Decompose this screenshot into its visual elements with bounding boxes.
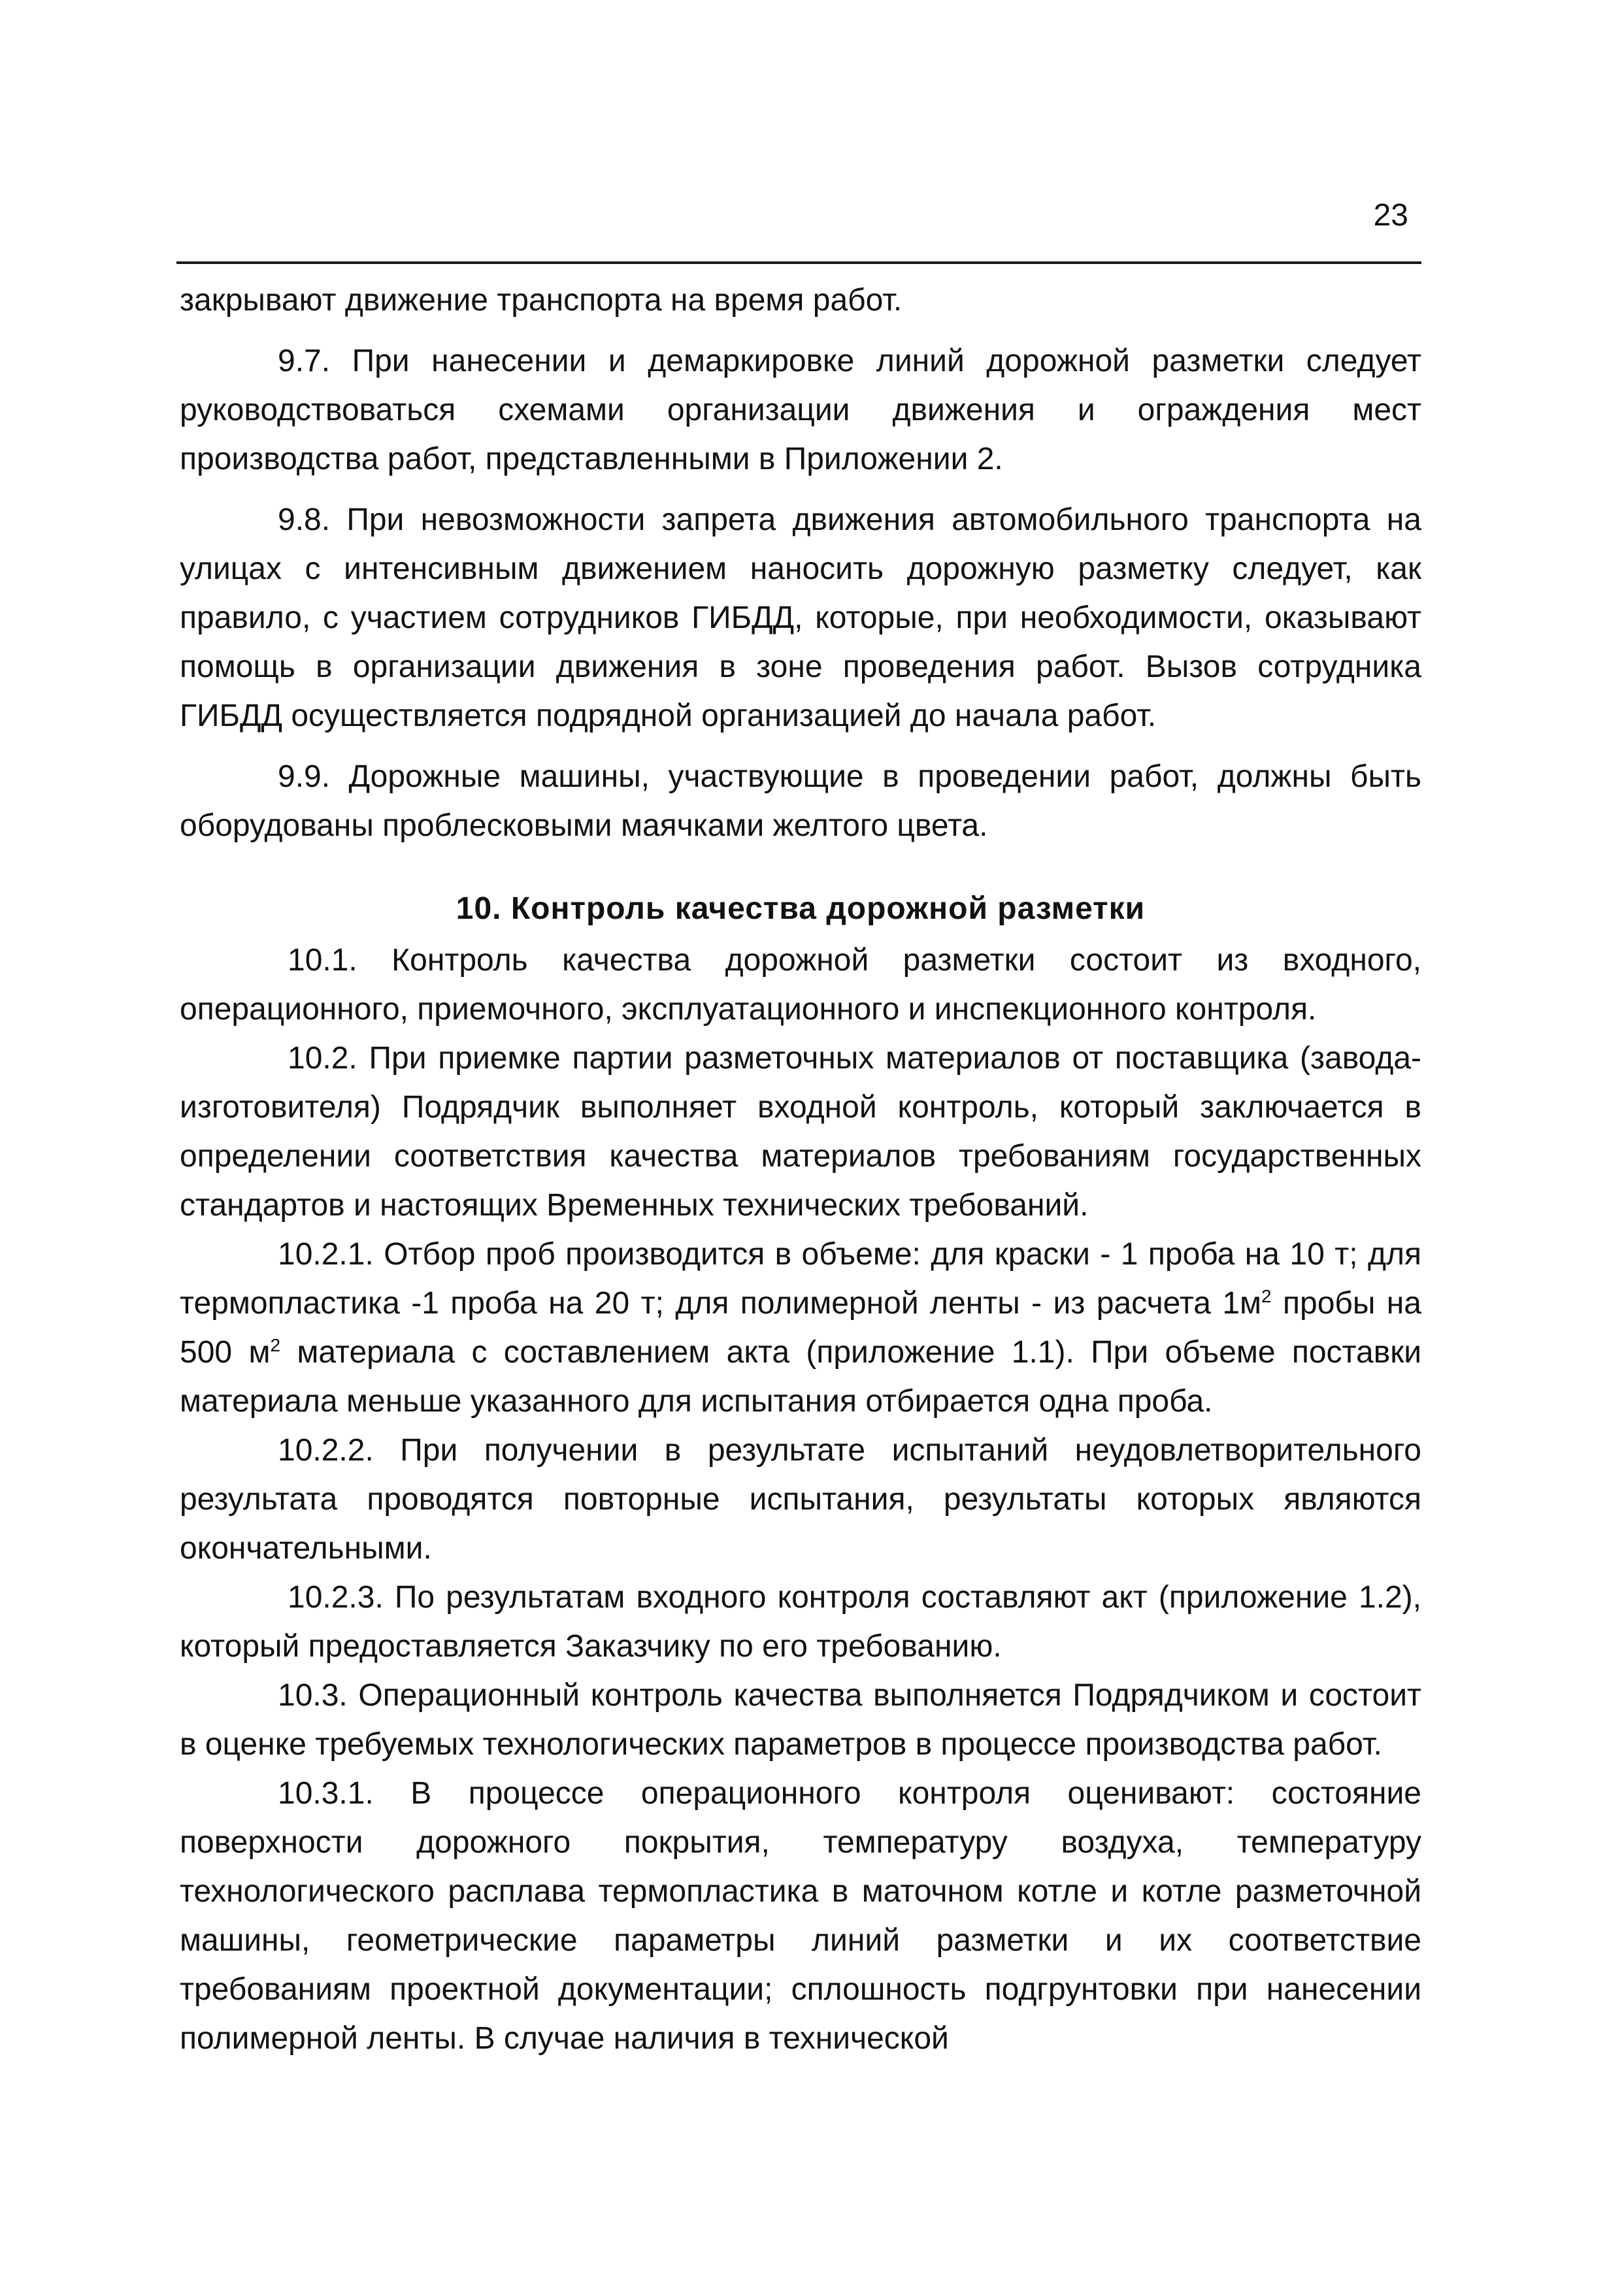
paragraph-10-2-2: 10.2.2. При получении в результате испытаний неудовлетворительного результата проводятся повторные испытания, результаты которых являются окончательными. xyxy=(180,1433,1421,1566)
paragraph-10-2: 10.2. При приемке партии разметочных материалов от поставщика (завода-изготовителя) Подрядчик выполняет входной контроль, который заключается в определении соответствия качества материалов требованиям государственных стандартов и настоящих Временных технических требований. xyxy=(180,1041,1421,1223)
paragraph-10-3-1: 10.3.1. В процессе операционного контроля оценивают: состояние поверхности дорожного покрытия, температуру воздуха, температуру технологического расплава термопластика в маточном котле и котле разметочной машины, геометрические параметры линий разметки и их соответствие требованиям проектной документации; сплошность подгрунтовки при нанесении полимерной ленты. В случае наличия в технической xyxy=(180,1776,1421,2056)
paragraph-10-2-3: 10.2.3. По результатам входного контроля составляют акт (приложение 1.2), который предоставляется Заказчику по его требованию. xyxy=(180,1580,1421,1664)
paragraph-10-3: 10.3. Операционный контроль качества выполняется Подрядчиком и состоит в оценке требуемых технологических параметров в процессе производства работ. xyxy=(180,1678,1421,1762)
paragraph-10-2-1-part-c: материала с составлением акта (приложение 1.1). При объеме поставки материала меньше указанного для испытания отбирается одна проба. xyxy=(180,1335,1422,1419)
paragraph-10-2-1 xyxy=(180,1230,1421,1426)
paragraph-9-9: 9.9. Дорожные машины, участвующие в проведении работ, должны быть оборудованы проблесковыми маячками желтого цвета. xyxy=(180,759,1421,843)
paragraph-9-8: 9.8. При невозможности запрета движения автомобильного транспорта на улицах с интенсивным движением наносить дорожную разметку следует, как правило, с участием сотрудников ГИБДД, которые, при необходимости, оказывают помощь в организации движения в зоне проведения работ. Вызов сотрудника ГИБДД осуществляется подрядной организацией до начала работ. xyxy=(180,503,1421,733)
document-body xyxy=(180,276,1421,2063)
section-10-heading: 10. Контроль качества дорожной разметки xyxy=(456,891,1146,926)
paragraph-10-1: 10.1. Контроль качества дорожной разметки состоит из входного, операционного, приемочного, эксплуатационного и инспекционного контроля. xyxy=(180,943,1421,1027)
page-number: 23 xyxy=(1373,198,1408,233)
paragraph-9-7: 9.7. При нанесении и демаркировке линий дорожной разметки следует руководствоваться схемами организации движения и ограждения мест производства работ, представленными в Приложении 2. xyxy=(180,344,1421,476)
superscript-2: 2 xyxy=(270,1335,281,1355)
paragraph-intro: закрывают движение транспорта на время работ. xyxy=(180,283,903,318)
paragraph-10-2-1-part-b: пробы на 500 м xyxy=(180,1286,1422,1370)
superscript-2: 2 xyxy=(1261,1286,1272,1306)
paragraph-10-2-1-part-a: 10.2.1. Отбор проб производится в объеме: для краски - 1 проба на 10 т; для термопластика -1 проба на 20 т; для полимерной ленты - из расчета 1м xyxy=(180,1237,1421,1321)
header-divider xyxy=(176,261,1421,264)
